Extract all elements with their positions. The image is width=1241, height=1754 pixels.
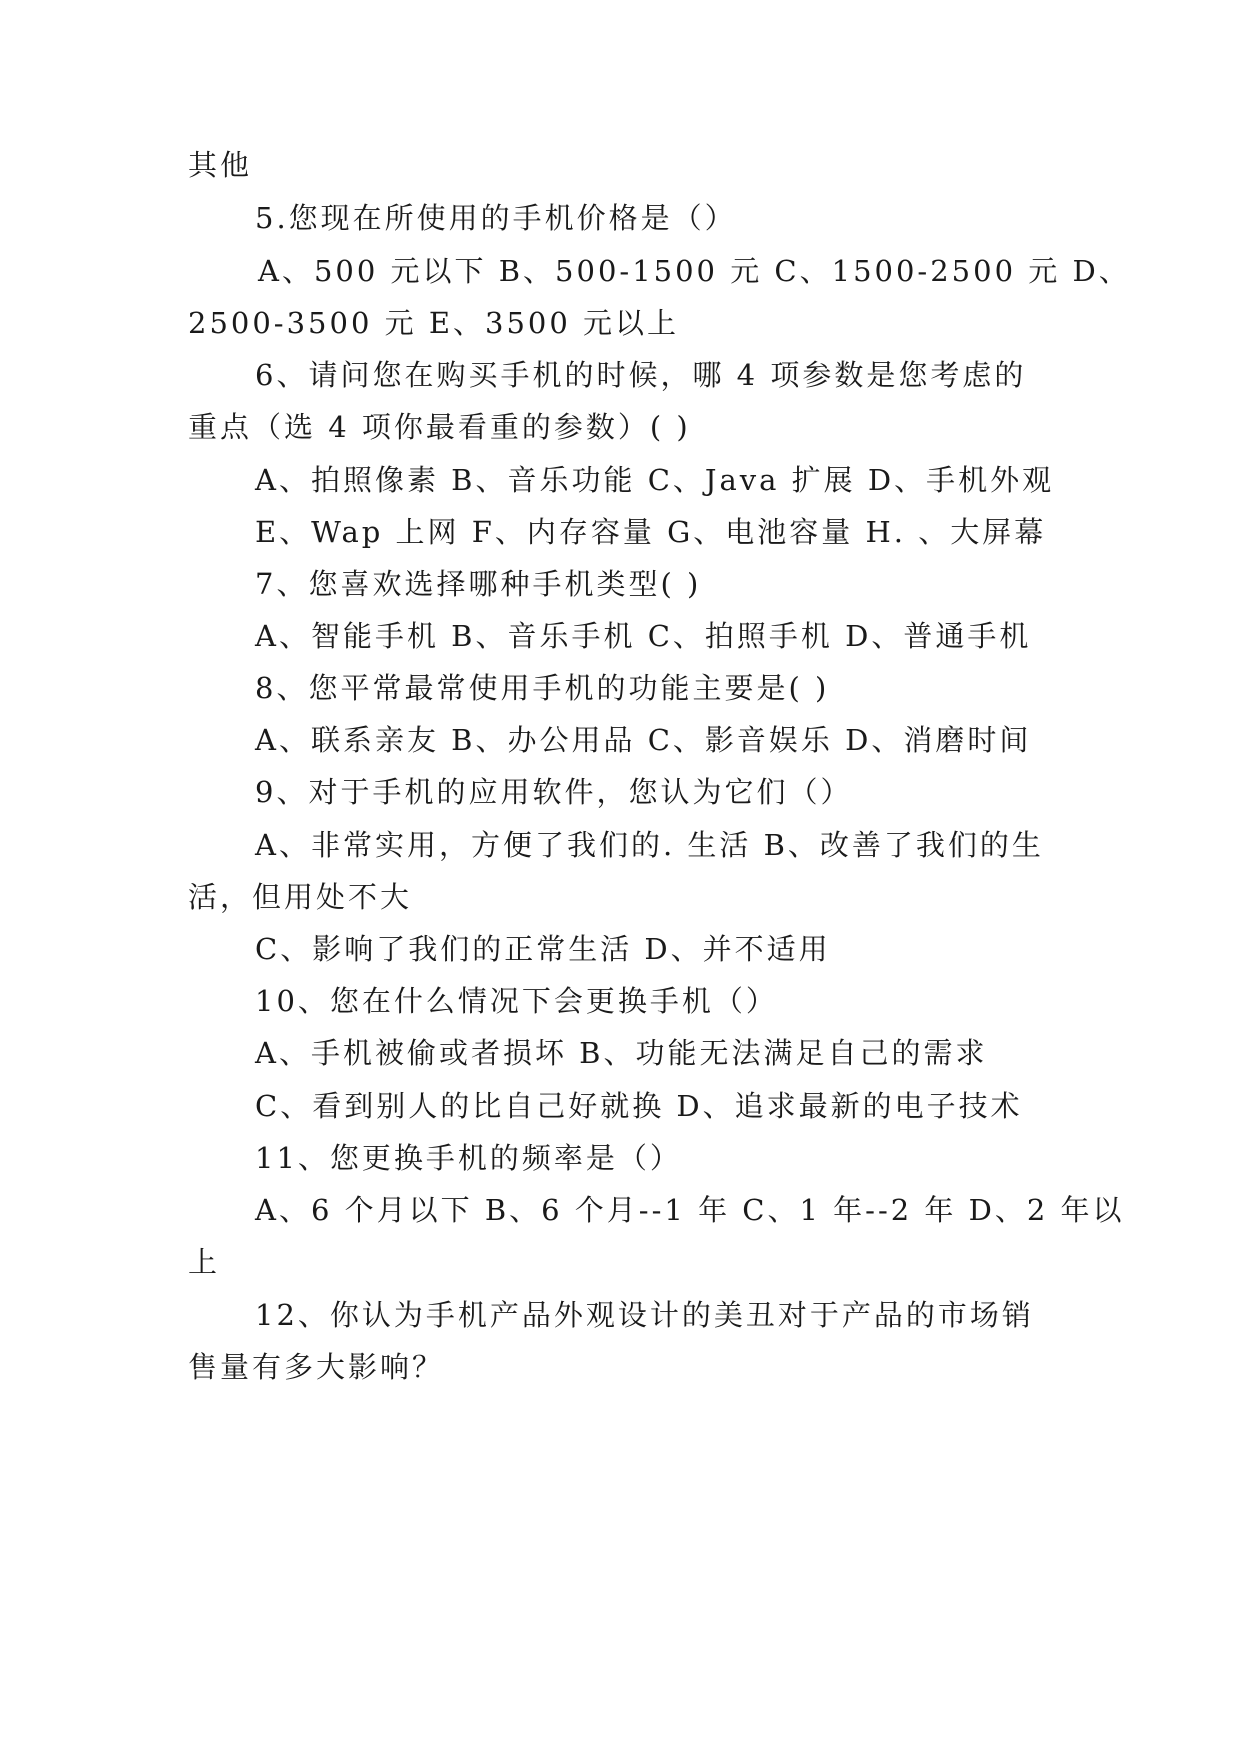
question-9-options-1-cont: 活，但用处不大 [188,880,413,914]
question-7: 7、您喜欢选择哪种手机类型( ) [255,567,702,601]
question-5-options: A、500 元以下 B、500-1500 元 C、1500-2500 元 D、 [258,254,1131,288]
question-9-options-2: C、影响了我们的正常生活 D、并不适用 [255,932,831,966]
question-5: 5.您现在所使用的手机价格是（） [255,201,737,235]
question-11: 11、您更换手机的频率是（） [255,1141,682,1175]
question-12-cont: 售量有多大影响？ [188,1350,445,1384]
question-10-options-2: C、看到别人的比自己好就换 D、追求最新的电子技术 [255,1089,1023,1123]
question-11-options: A、6 个月以下 B、6 个月--1 年 C、1 年--2 年 D、2 年以 [255,1193,1125,1227]
question-10: 10、您在什么情况下会更换手机（） [255,984,778,1018]
question-6-cont: 重点（选 4 项你最看重的参数）( ) [188,410,691,444]
question-6-options-2: E、Wap 上网 F、内存容量 G、电池容量 H. 、大屏幕 [255,515,1047,549]
question-9-options-1: A、非常实用，方便了我们的. 生活 B、改善了我们的生 [255,828,1044,862]
text-line-other: 其他 [188,148,253,182]
question-12: 12、你认为手机产品外观设计的美丑对于产品的市场销 [255,1298,1034,1332]
question-6-options-1: A、拍照像素 B、音乐功能 C、Java 扩展 D、手机外观 [255,463,1055,497]
question-8: 8、您平常最常使用手机的功能主要是( ) [255,671,830,705]
question-8-options: A、联系亲友 B、办公用品 C、影音娱乐 D、消磨时间 [255,723,1032,757]
question-7-options: A、智能手机 B、音乐手机 C、拍照手机 D、普通手机 [255,619,1032,653]
question-9: 9、对于手机的应用软件，您认为它们（） [255,775,853,809]
question-6: 6、请问您在购买手机的时候，哪 4 项参数是您考虑的 [255,358,1027,392]
question-10-options-1: A、手机被偷或者损坏 B、功能无法满足自己的需求 [255,1036,988,1070]
question-5-options-cont: 2500-3500 元 E、3500 元以上 [188,306,680,340]
question-11-options-cont: 上 [188,1245,221,1279]
